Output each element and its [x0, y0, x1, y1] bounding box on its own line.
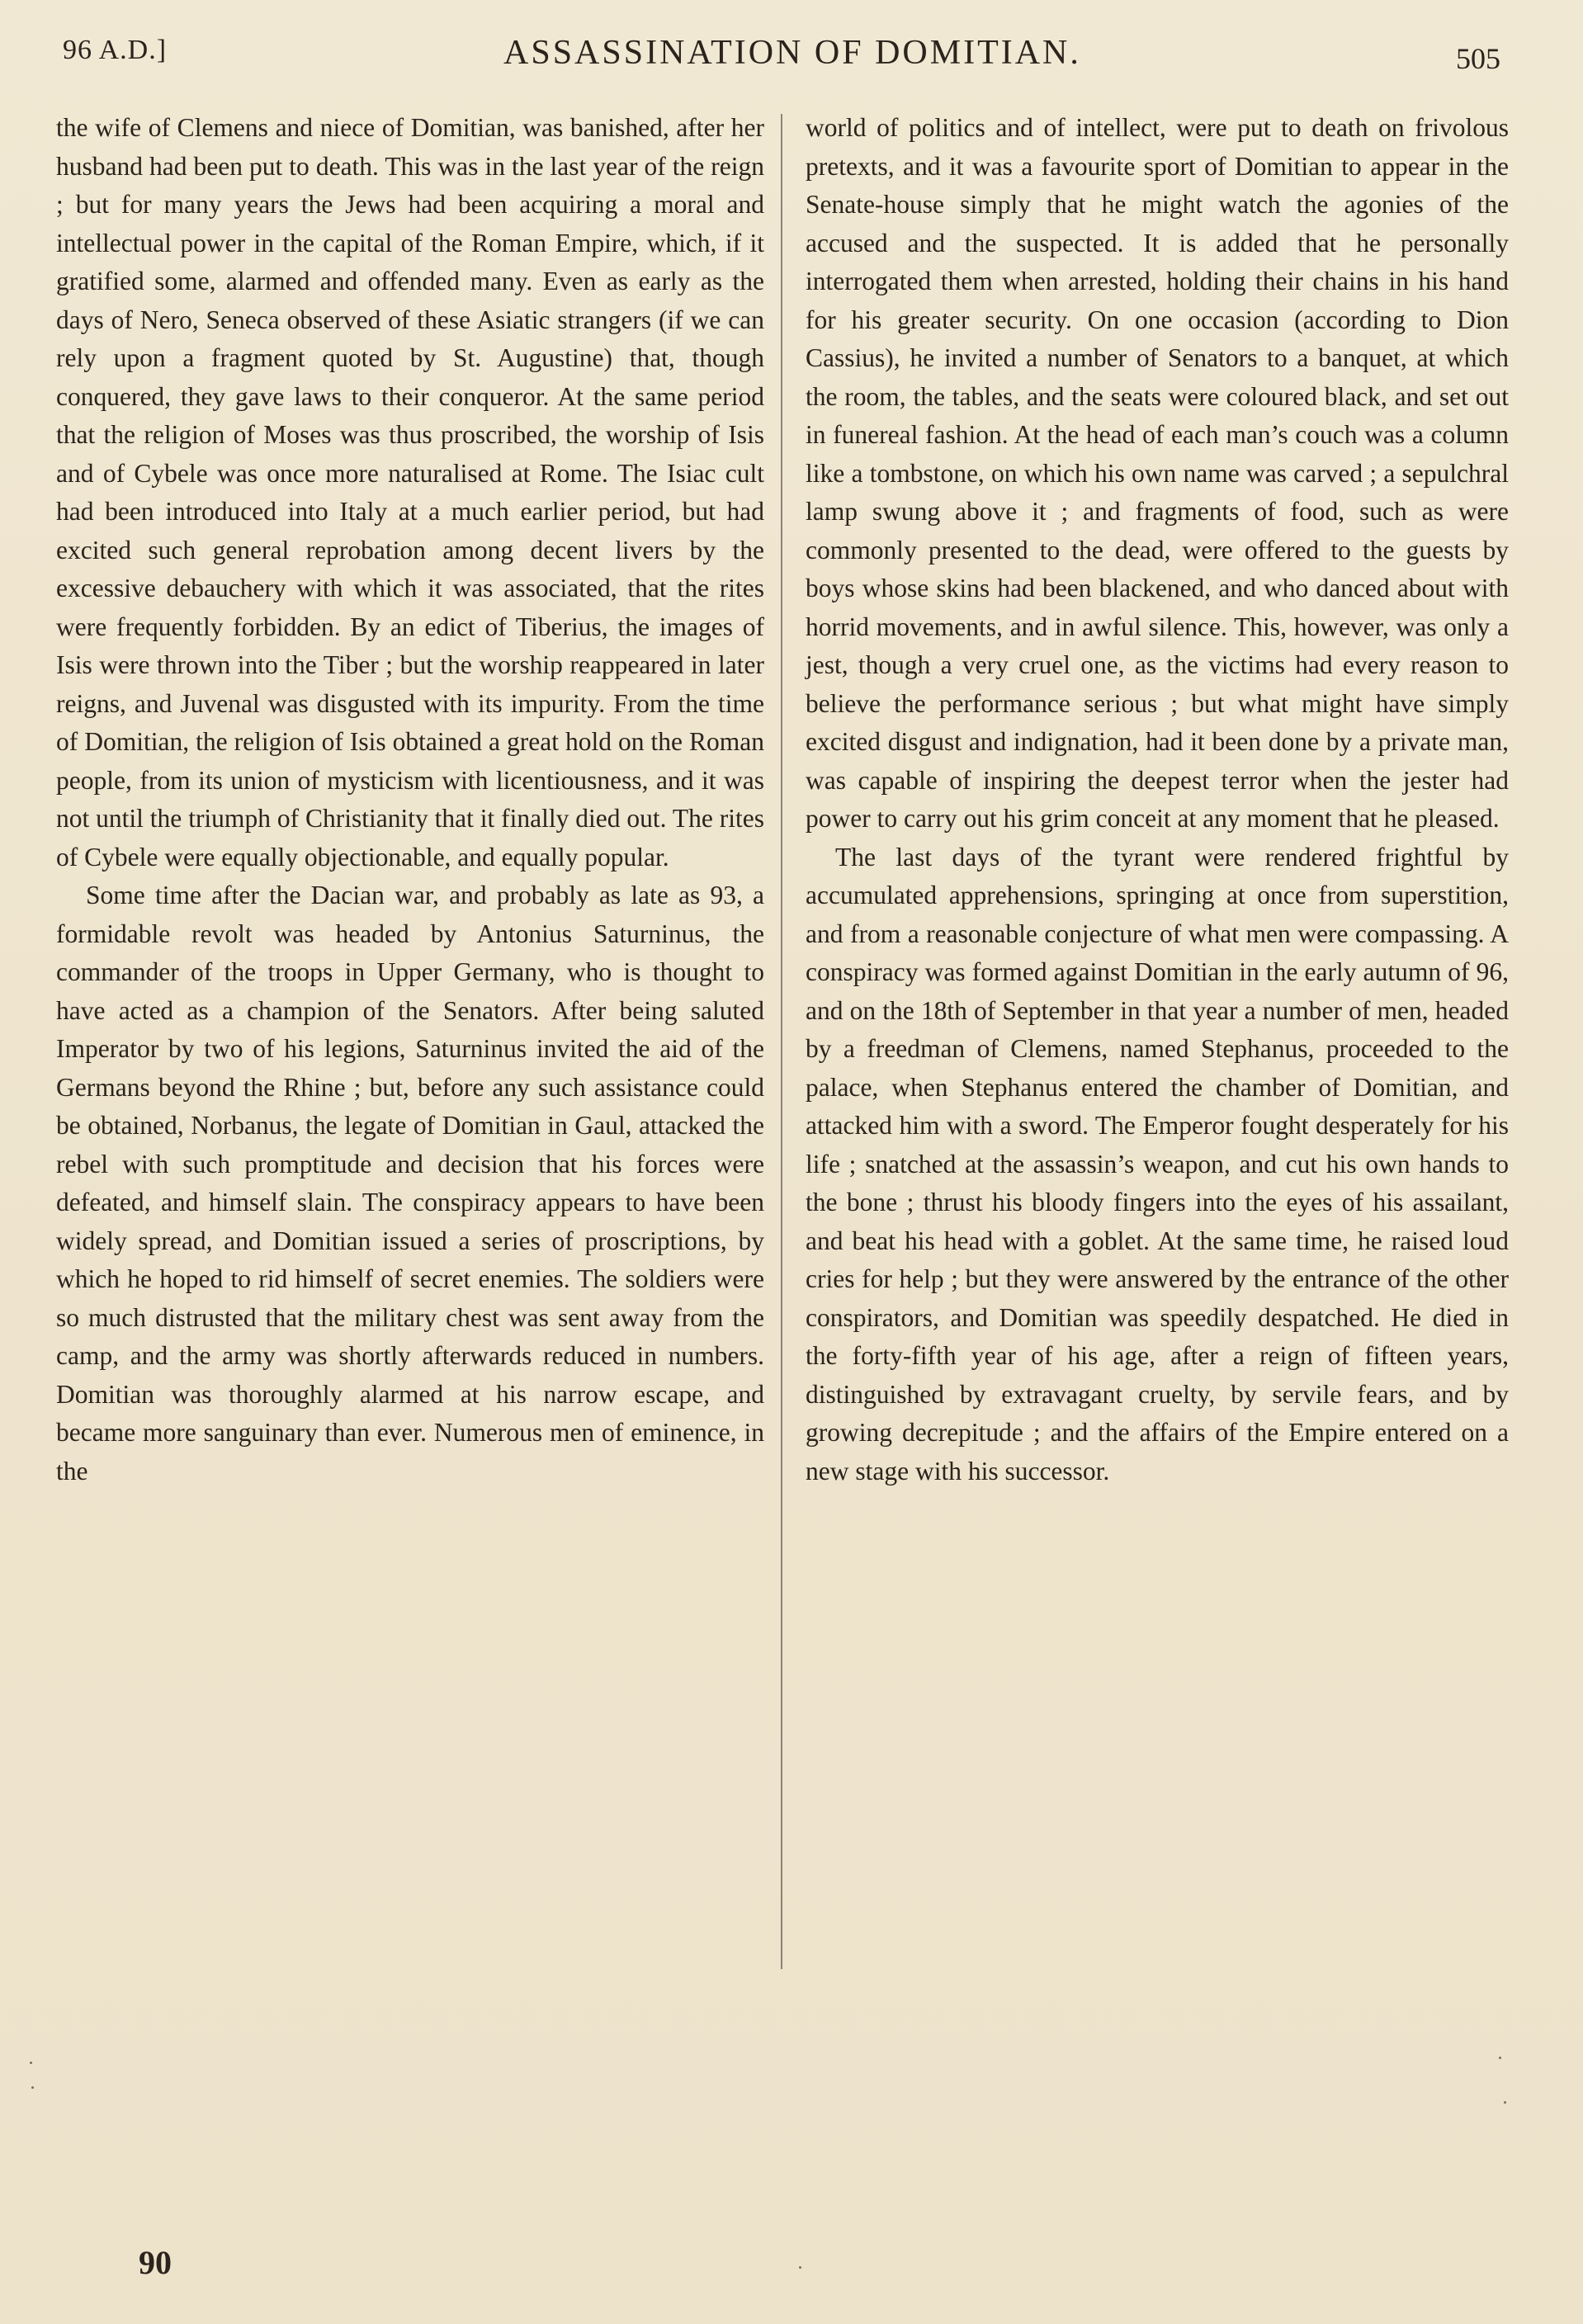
- column-divider: [781, 114, 782, 1969]
- paper-speck: [799, 2266, 801, 2269]
- header-date: 96 A.D.]: [63, 35, 168, 65]
- paper-speck: [1499, 2057, 1501, 2059]
- paragraph-3: world of politics and of intellect, were put to death on frivolous pretexts, and it was a favourite sport of Domitian to appear in the Senate-house simply that he might watch the agonies of the accused and the suspected. It is added that he personally interrogated them when arrested, holding their chains in his hand for his greater security. On one occasion (according to Dion Cassius), he invited a number of Senators to a banquet, at which the room, the tables, and the seats were coloured black, and set out in funereal fashion. At the head of each man’s couch was a column like a tombstone, on which his own name was carved ; a sepulchral lamp swung above it ; and fragments of food, such as were commonly presented to the dead, were offered to the guests by boys whose skins had been blackened, and who danced about with horrid movements, and in awful silence. This, however, was only a jest, though a very cruel one, as the victims had every reason to believe the performance serious ; but what might have simply excited disgust and indignation, had it been done by a private man, was capable of inspiring the deepest terror when the jester had power to carry out his grim conceit at any moment that he pleased.: [806, 113, 1509, 833]
- running-header: [58, 33, 1500, 83]
- paragraph-1: the wife of Clemens and niece of Domitian, was banished, after her husband had been put to death. This was in the last year of the reign ; but for many years the Jews had been acquiring a moral and intellectual power in the capital of the Roman Empire, which, if it gratified some, alarmed and offended many. Even as early as the days of Nero, Seneca observed of these Asiatic strangers (if we can rely upon a fragment quoted by St. Augustine) that, though conquered, they gave laws to their conqueror. At the same period that the religion of Moses was thus proscribed, the worship of Isis and of Cybele was once more naturalised at Rome. The Isiac cult had been introduced into Italy at a much earlier period, but had excited such general reprobation among decent livers by the excessive debauchery with which it was associated, that the rites were frequently forbidden. By an edict of Tiberius, the images of Isis were thrown into the Tiber ; but the worship reappeared in later reigns, and Juvenal was disgusted with its impurity. From the time of Domitian, the religion of Isis obtained a great hold on the Roman people, from its union of mysticism with licentiousness, and it was not until the triumph of Christianity that it finally died out. The rites of Cybele were equally objectionable, and equally popular.: [56, 113, 764, 872]
- paragraph-4: The last days of the tyrant were rendered frightful by accumulated apprehensions, springing at once from superstition, and from a reasonable conjecture of what men were compassing. A conspiracy was formed against Domitian in the early autumn of 96, and on the 18th of September in that year a number of men, headed by a freedman of Clemens, named Stephanus, proceeded to the palace, when Stephanus entered the chamber of Domitian, and attacked him with a sword. The Emperor fought desperately for his life ; snatched at the assassin’s weapon, and cut his own hands to the bone ; thrust his bloody fingers into the eyes of his assailant, and beat his head with a goblet. At the same time, he raised loud cries for help ; but they were answered by the entrance of the other conspirators, and Domitian was speedily despatched. He died in the forty-fifth year of his age, after a reign of fifteen years, distinguished by extravagant cruelty, by servile fears, and by growing decrepitude ; and the affairs of the Empire entered on a new stage with his successor.: [806, 842, 1509, 1486]
- left-column: [56, 109, 764, 1490]
- paper-speck: [30, 2062, 32, 2064]
- paragraph-2: Some time after the Dacian war, and probably as late as 93, a formidable revolt was headed by Antonius Saturninus, the commander of the troops in Upper Germany, who is thought to have acted as a champion of the Senators. After being saluted Imperator by two of his legions, Saturninus invited the aid of the Germans beyond the Rhine ; but, before any such assistance could be obtained, Norbanus, the legate of Domitian in Gaul, attacked the rebel with such promptitude and decision that his forces were defeated, and himself slain. The conspiracy appears to have been widely spread, and Domitian issued a series of proscriptions, by which he hoped to rid himself of secret enemies. The soldiers were so much distrusted that the military chest was sent away from the camp, and the army was shortly afterwards reduced in numbers. Domitian was thoroughly alarmed at his narrow escape, and became more sanguinary than ever. Numerous men of eminence, in the: [56, 881, 764, 1486]
- signature-mark: 90: [139, 2244, 172, 2281]
- page-number: 505: [1456, 42, 1500, 75]
- header-title: ASSASSINATION OF DOMITIAN.: [503, 34, 1081, 72]
- right-column: [806, 109, 1509, 1490]
- paper-speck: [31, 2086, 34, 2089]
- paper-speck: [1504, 2101, 1506, 2104]
